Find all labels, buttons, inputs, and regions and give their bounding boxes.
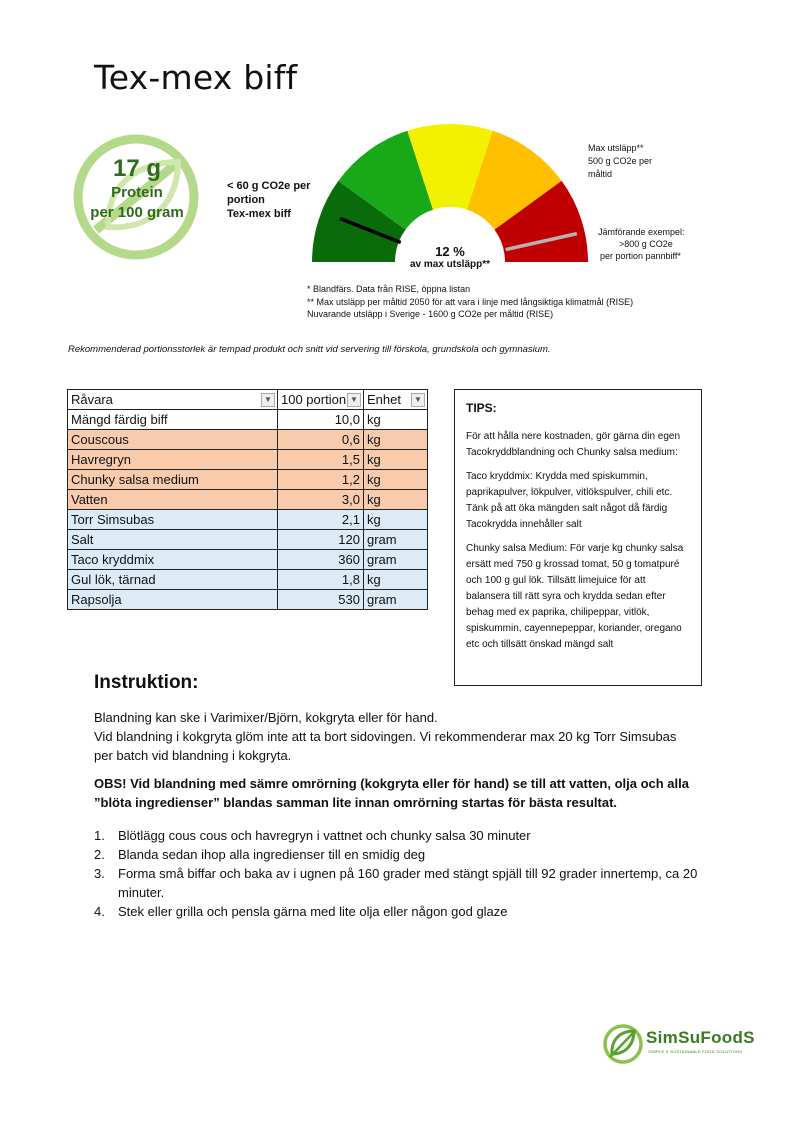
instructions-heading: Instruktion: (94, 672, 199, 693)
column-header-ravara: Råvara ▼ (68, 390, 278, 410)
table-row (68, 430, 428, 450)
footnote: * Blandfärs. Data från RISE, öppna listan (307, 284, 471, 294)
gauge-center-readout (400, 244, 500, 270)
tips-paragraph: För att hålla nere kostnaden, gör gärna din egen Tacokryddblandning och Chunky salsa medium: (466, 431, 681, 458)
column-header-portion: 100 portion ▼ (278, 390, 364, 410)
step-item: 3. Forma små biffar och baka av i ugnen på 160 grader med stängt spjäll till 92 grader innertemp, ca 20 minuter. (94, 866, 698, 900)
obs-warning: OBS! Vid blandning med sämre omrörning (kokgryta eller för hand) se till att vatten, olja och alla ”blöta ingredienser” blandas samman lite innan omrörning startas för bästa resultat. (94, 776, 689, 810)
gauge-compare-line: >800 g CO2e (619, 239, 673, 249)
tips-paragraph: Chunky salsa Medium: För varje kg chunky salsa ersätt med 750 g krossad tomat, 50 g tomatpuré och 100 g gul lök. Tillsätt limejuice för att balansera till rätt syra och krydda sedan efter behag med ex paprika, chilipeppar, vitlök, spiskummin, cayennepeppar, koriander, oregano etc och tillsätt önskad mängd salt (466, 543, 684, 650)
table-cell-amount: 1,2 (278, 470, 364, 490)
gauge-left-line: Tex-mex biff (227, 208, 291, 220)
table-cell-name: Vatten (68, 490, 278, 510)
step-item: 4. Stek eller grilla och pensla gärna med lite olja eller någon god glaze (94, 904, 508, 919)
table-cell-unit: gram (364, 590, 428, 610)
table-cell-unit: kg (364, 410, 428, 430)
co2-gauge (300, 112, 600, 264)
table-cell-amount: 1,8 (278, 570, 364, 590)
table-cell-amount: 1,5 (278, 450, 364, 470)
footnote: Nuvarande utsläpp i Sverige - 1600 g CO2e per måltid (RISE) (307, 309, 554, 319)
table-cell-amount: 3,0 (278, 490, 364, 510)
table-cell-amount: 0,6 (278, 430, 364, 450)
table-cell-name: Salt (68, 530, 278, 550)
gauge-compare-line: Jämförande exempel: (598, 227, 685, 237)
table-cell-name: Chunky salsa medium (68, 470, 278, 490)
table-cell-amount: 360 (278, 550, 364, 570)
gauge-max-line: måltid (588, 169, 613, 179)
instructions-line: Blandning kan ske i Varimixer/Björn, kokgryta eller för hand. (94, 710, 438, 725)
step-item: 1. Blötlägg cous cous och havregryn i vattnet och chunky salsa 30 minuter (94, 828, 531, 843)
logo-tagline: SIMPLE X SUSTAINABLE FOOD SOLUTIONS (648, 1049, 743, 1054)
tips-box (454, 389, 702, 686)
table-cell-name: Gul lök, tärnad (68, 570, 278, 590)
table-cell-name: Torr Simsubas (68, 510, 278, 530)
column-header-enhet: Enhet ▼ (364, 390, 428, 410)
gauge-max-label (588, 142, 652, 181)
table-cell-name: Couscous (68, 430, 278, 450)
gauge-max-line: 500 g CO2e per (588, 156, 653, 166)
instructions-line: Vid blandning i kokgryta glöm inte att ta bort sidovingen. Vi rekommenderar max 20 kg Torr Simsubas per batch vid blandning i kokgryta. (94, 729, 677, 763)
ingredient-table (67, 389, 428, 610)
table-cell-unit: kg (364, 450, 428, 470)
table-cell-amount: 10,0 (278, 410, 364, 430)
gauge-max-line: Max utsläpp** (588, 143, 644, 153)
table-cell-name: Rapsolja (68, 590, 278, 610)
table-row (68, 530, 428, 550)
table-row (68, 410, 428, 430)
instruction-steps (94, 826, 704, 921)
table-cell-name: Taco kryddmix (68, 550, 278, 570)
table-cell-amount: 120 (278, 530, 364, 550)
gauge-compare-label (598, 226, 685, 262)
table-row (68, 450, 428, 470)
table-cell-unit: kg (364, 430, 428, 450)
portion-note: Rekommenderad portionsstorlek är tempad produkt och snitt vid servering till förskola, grundskola och gymnasium. (68, 344, 551, 355)
table-row (68, 510, 428, 530)
table-cell-name: Mängd färdig biff (68, 410, 278, 430)
protein-badge (66, 155, 208, 223)
filter-dropdown-icon[interactable]: ▼ (411, 393, 425, 407)
table-cell-amount: 530 (278, 590, 364, 610)
gauge-compare-line: per portion pannbiff* (600, 251, 681, 261)
table-cell-unit: kg (364, 470, 428, 490)
table-cell-unit: gram (364, 530, 428, 550)
table-cell-name: Havregryn (68, 450, 278, 470)
gauge-left-line: portion (227, 194, 265, 206)
table-row (68, 570, 428, 590)
table-cell-unit: kg (364, 570, 428, 590)
table-cell-amount: 2,1 (278, 510, 364, 530)
table-cell-unit: kg (364, 510, 428, 530)
table-header-row (68, 390, 428, 410)
gauge-left-line: < 60 g CO2e per (227, 180, 311, 192)
protein-label: Protein (111, 184, 163, 201)
table-row (68, 590, 428, 610)
footnotes (307, 283, 633, 321)
table-row (68, 550, 428, 570)
tips-paragraph: Taco kryddmix: Krydda med spiskummin, paprikapulver, lökpulver, vitlökspulver, chili etc. Tänk på att öka mängden salt något då färdig Tacokrydda innehåller salt (466, 471, 673, 530)
protein-unit: per 100 gram (90, 204, 184, 221)
table-cell-unit: gram (364, 550, 428, 570)
step-item: 2. Blanda sedan ihop alla ingredienser till en smidig deg (94, 847, 426, 862)
protein-value: 17 g (112, 155, 162, 182)
page-title: Tex-mex biff (94, 58, 298, 97)
table-cell-unit: kg (364, 490, 428, 510)
filter-dropdown-icon[interactable]: ▼ (347, 393, 361, 407)
gauge-left-label (227, 179, 310, 221)
gauge-percent: 12 % (435, 244, 465, 259)
footnote: ** Max utsläpp per måltid 2050 för att vara i linje med långsiktiga klimatmål (RISE) (307, 296, 634, 307)
gauge-percent-label: av max utsläpp** (409, 259, 491, 270)
table-row (68, 470, 428, 490)
filter-dropdown-icon[interactable]: ▼ (261, 393, 275, 407)
table-row (68, 490, 428, 510)
instructions-text (94, 708, 694, 821)
logo-wordmark: SimSuFoodS (646, 1028, 755, 1047)
tips-heading: TIPS: (466, 401, 497, 415)
